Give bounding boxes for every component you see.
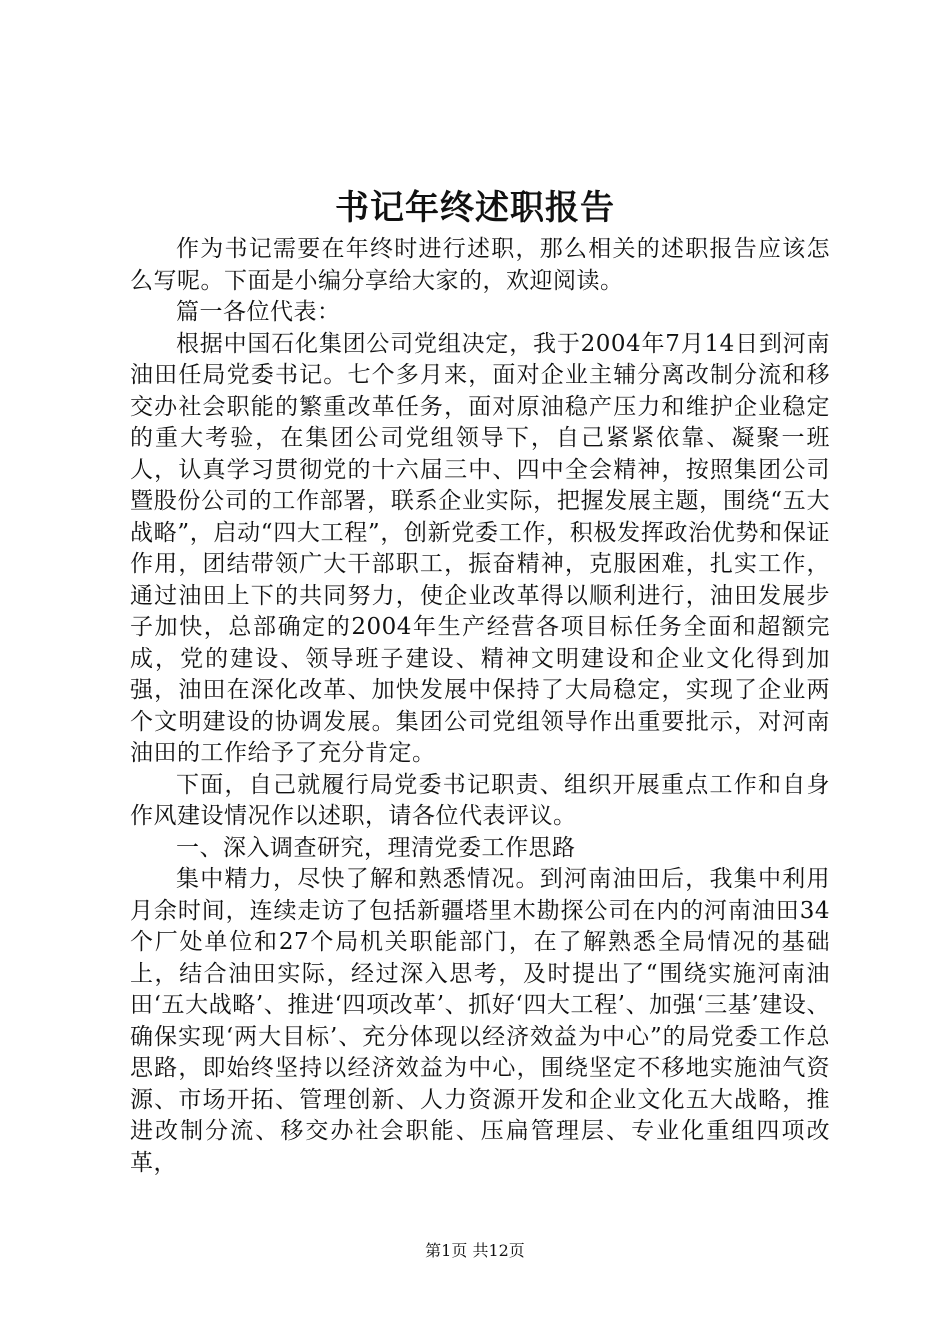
body-paragraph: 下面，自己就履行局党委书记职责、组织开展重点工作和自身作风建设情况作以述职，请各位代表评议。 [130, 771, 830, 829]
document-title: 书记年终述职报告 [335, 188, 615, 228]
section-heading: 篇一各位代表： [176, 299, 341, 325]
body-paragraph: 根据中国石化集团公司党组决定，我于2004年7月14日到河南油田任局党委书记。七个多月来，面对企业主辅分离改制分流和移交办社会职能的繁重改革任务，面对原油稳产压力和维护企业稳定的重大考验，在集团公司党组领导下，自己紧紧依靠、凝聚一班人，认真学习贯彻党的十六届三中、四中全会精神，按照集团公司暨股份公司的工作部署，联系企业实际，把握发展主题，围绕“五大战略”，启动“四大工程”，创新党委工作，积极发挥政治优势和保证作用，团结带领广大干部职工，振奋精神，克服困难，扎实工作，通过油田上下的共同努力，使企业改革得以顺利进行，油田发展步子加快，总部确定的2004年生产经营各项目标任务全面和超额完成，党的建设、领导班子建设、精神文明建设和企业文化得到加强，油田在深化改革、加快发展中保持了大局稳定，实现了企业两个文明建设的协调发展。集团公司党组领导作出重要批示，对河南油田的工作给予了充分肯定。 [130, 330, 830, 766]
body-paragraph: 集中精力，尽快了解和熟悉情况。到河南油田后，我集中利用月余时间，连续走访了包括新疆塔里木勘探公司在内的河南油田34个厂处单位和27个局机关职能部门，在了解熟悉全局情况的基础上，结合油田实际，经过深入思考，及时提出了“围绕实施河南油田‘五大战略’、推进‘四项改革’、抓好‘四大工程’、加强‘三基’建设、确保实现‘两大目标’、充分体现以经济效益为中心”的局党委工作总思路，即始终坚持以经济效益为中心，围绕坚定不移地实施油气资源、市场开拓、管理创新、人力资源开发和企业文化五大战略，推进改制分流、移交办社会职能、压扁管理层、专业化重组四项改革， [130, 866, 830, 1176]
subsection-heading: 一、深入调查研究，理清党委工作思路 [176, 834, 576, 861]
page-footer: 第1页 共12页 [425, 1241, 525, 1260]
intro-paragraph: 作为书记需要在年终时进行述职，那么相关的述职报告应该怎么写呢。下面是小编分享给大家的，欢迎阅读。 [130, 236, 830, 294]
document-body [130, 234, 830, 1179]
